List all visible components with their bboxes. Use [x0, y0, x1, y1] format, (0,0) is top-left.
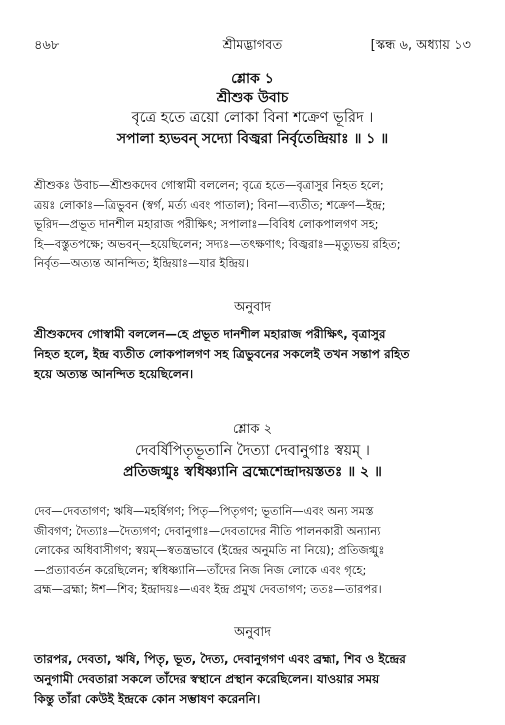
word-meaning-line: ত্রয়ঃ লোকাঃ—ত্রিভুবন (স্বর্গ, মর্ত্য এবং পাতাল); বিনা—ব্যতীত; শক্রেণ—ইন্দ্র; [34, 197, 386, 212]
running-header [34, 36, 471, 56]
translation-line: শ্রীশুকদেব গোস্বামী বললেন—হে প্রভূত দানশীল মহারাজ পরীক্ষিৎ, বৃত্রাসুর [34, 327, 386, 341]
translation-line: হয়ে অত্যন্ত আনন্দিত হয়েছিলেন। [34, 367, 194, 381]
sloka-1-line-1: বৃত্রে হতে ত্রয়ো লোকা বিনা শক্রেণ ভূরিদ । [131, 110, 374, 126]
chapter-reference: [স্কন্ধ ৬, অধ্যায় ১৩ [370, 38, 471, 53]
page-number: ৪৬৮ [34, 38, 60, 53]
sloka-1-line-2: সপালা হ্যভবন্ সদ্যো বিজ্বরা নির্বৃতেন্দ্রিয়াঃ ॥ ১ ॥ [116, 131, 389, 147]
word-meaning-line: হি—বস্তুতপক্ষে; অভবন্—হয়েছিলেন; সদ্যঃ—তৎক্ষণাৎ; বিজ্বরাঃ—মৃত্যুভয় রহিত; [34, 236, 401, 251]
translation-line: অনুগামী দেবতারা সকলে তাঁদের স্বস্থানে প্রস্থান করেছিলেন। যাওয়ার সময় [34, 672, 380, 686]
word-meaning-line: নির্বৃত—অত্যন্ত আনন্দিত; ইন্দ্রিয়াঃ—যার ইন্দ্রিয়। [34, 256, 249, 270]
word-meaning-line: শ্রীশুকঃ উবাচ—শ্রীশুকদেব গোস্বামী বললেন; বৃত্রে হতে—বৃত্রাসুর নিহত হলে; [34, 178, 384, 192]
word-meaning-line: ভূরিদ—প্রভূত দানশীল মহারাজ পরীক্ষিৎ; সপালাঃ—বিবিধ লোকপালগণ সহ; [34, 217, 379, 231]
translation-line: কিন্তু তাঁরা কেউই ইন্দ্রকে কোন সম্ভাষণ করেননি। [34, 692, 261, 706]
sloka-1-translation-heading: অনুবাদ [234, 300, 271, 315]
translation-line: তারপর, দেবতা, ঋষি, পিতৃ, ভূত, দৈত্য, দেবানুগগণ এবং ব্রহ্মা, শিব ও ইন্দ্রের [34, 652, 406, 666]
word-meaning-line: দেব—দেবতাগণ; ঋষি—মহর্ষিগণ; পিতৃ—পিতৃগণ; ভূতানি—এবং অন্য সমস্ত [34, 504, 374, 518]
book-title: শ্রীমদ্ভাগবত [222, 38, 283, 53]
sloka-1-verse [34, 108, 471, 150]
word-meaning-line: জীবগণ; দৈত্যাঃ—দৈত্যগণ; দেবানুগাঃ—দেবতাদের নীতি পালনকারী অন্যান্য [34, 523, 381, 538]
translation-line: নিহত হলে, ইন্দ্র ব্যতীত লোকপালগণ সহ ত্রিভুবনের সকলেই তখন সন্তাপ রহিত [34, 347, 410, 361]
sloka-2-verse [34, 441, 471, 483]
sloka-2-translation [34, 649, 471, 709]
sloka-2-label: শ্লোক ২ [232, 422, 273, 437]
sloka-1-translation [34, 324, 471, 384]
sloka-1-heading [34, 70, 471, 108]
sloka-2-word-meanings [34, 502, 471, 600]
sloka-2-translation-heading: অনুবাদ [234, 625, 271, 640]
word-meaning-line: —প্রত্যাবর্তন করেছিলেন; স্বধিষ্ণ্যানি—তাঁদের নিজ নিজ লোকে এবং গৃহে; [34, 562, 367, 577]
word-meaning-line: ব্রহ্ম—ব্রহ্মা; ঈশ—শিব; ইন্দ্রাদয়ঃ—এবং ইন্দ্র প্রমুখ দেবতাগণ; ততঃ—তারপর। [34, 582, 382, 596]
sloka-2-line-2: প্রতিজগ্মুঃ স্বধিষ্ণ্যানি ব্রহ্মেশেন্দ্রাদয়স্ততঃ ॥ ২ ॥ [123, 464, 382, 480]
word-meaning-line: লোকের অধিবাসীগণ; স্বয়ম্—স্বতন্ত্রভাবে (ইন্দ্রের অনুমতি না নিয়ে); প্রতিজগ্মুঃ [34, 543, 385, 557]
sloka-1-speaker: শ্রীশুক উবাচ [216, 90, 289, 106]
sloka-1-word-meanings [34, 176, 471, 274]
sloka-2-line-1: দেবর্ষিপিতৃভূতানি দৈত্যা দেবানুগাঃ স্বয়ম্ । [135, 443, 370, 459]
sloka-1-label: শ্লোক ১ [231, 71, 274, 87]
